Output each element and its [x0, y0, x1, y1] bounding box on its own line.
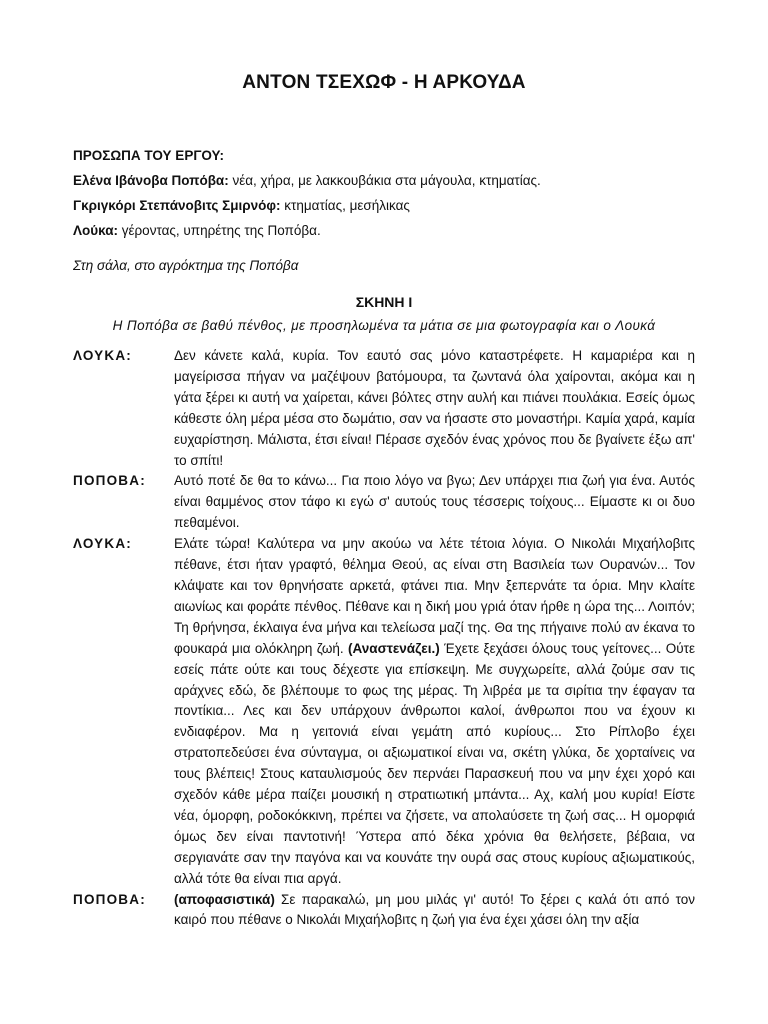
speech-text — [174, 471, 695, 534]
dialogue-line — [73, 346, 695, 471]
cast-member-description: κτηματίας, μεσήλικας — [280, 198, 410, 213]
speech-part: Έχετε ξεχάσει όλους τους γείτονες... Ούτε εσείς πάτε ούτε και τους δέχεστε για επίσκεψη. Με συγχωρείτε, αλλά ζούμε σαν τις αράχνες εδώ, δε βλέπουμε το φως της μέρας. Τη λιβρέα με τα σιρίτια την έφαγαν τα ποντίκια... Λες και δεν υπάρχουν άνθρωποι καλοί, άνθρωποι που να έχουν κι ενδιαφέρον. Μα η γειτονιά είναι γεμάτη από κυρίους... Στο Ρίπλοβο έχει στρατοπεδεύσει ένα σύνταγμα, οι αξιωματικοί είναι να, σκέτη γλύκα, δε χορταίνεις να τους βλέπεις! Στους καταυλισμούς δεν περνάει Παρασκευή που να μην έχει χορό και σχεδόν κάθε μέρα παίζει μουσική η στρατιωτική μπάντα... Αχ, καλή μου κυρία! Είστε νέα, όμορφη, ροδοκόκκινη, πρέπει να ζήσετε, να απολαύσετε τη ζωή σας... Η ομορφιά όμως δεν είναι παντοτινή! Ύστερα από δέκα χρόνια θα θελήσετε, βέβαια, να σεργιανάτε σαν την παγόνα και να κουνάτε την ουρά σας στους κυρίους αξιωματικούς, αλλά τότε θα είναι πια αργά. — [174, 640, 695, 886]
dialogue-line — [73, 534, 695, 889]
speech-part: Αυτό ποτέ δε θα το κάνω... Για ποιο λόγο να βγω; Δεν υπάρχει πια ζωή για ένα. Αυτός είναι θαμμένος στον τάφο κι εγώ σ' αυτούς τους τέσσερις τοίχους... Είμαστε κι οι δυο πεθαμένοι. — [174, 473, 695, 531]
speech-part: Δεν κάνετε καλά, κυρία. Τον εαυτό σας μόνο καταστρέφετε. Η καμαριέρα και η μαγείρισσα πήγαν να μαζέψουν βατόμουρα, τα ζωντανά όλα χαίρονται, ακόμα και η γάτα ξέρει κι αυτή να χαίρεται, κάνει βόλτες στην αυλή και πιάνει πουλάκια. Εσείς όμως κάθεστε όλη μέρα μέσα στο δωμάτιο, σαν να ήσαστε στο μοναστήρι. Καμία χαρά, καμία ευχαρίστηση. Μάλιστα, έτσι είναι! Πέρασε σχεδόν ένας χρόνος που δε βγαίνετε έξω απ' το σπίτι! — [174, 348, 695, 468]
speech-text — [174, 534, 695, 889]
speaker-name: ΛΟΥΚΑ: — [73, 536, 132, 552]
cast-member-name: Ελένα Ιβάνοβα Ποπόβα: — [73, 173, 229, 188]
cast-member — [73, 173, 713, 198]
dialogue-line — [73, 890, 695, 932]
cast-member-description: νέα, χήρα, με λακκουβάκια στα μάγουλα, κτηματίας. — [228, 173, 541, 188]
speaker-name: ΠΟΠΟΒΑ: — [73, 473, 146, 489]
speech-part: Σε παρακαλώ, μη μου μιλάς γι' αυτό! Το ξέρει ς καλά ότι από τον καιρό που πέθανε ο Νικολάι Μιχαήλοβιτς η ζωή για ένα έχει χάσει όλη την αξία — [174, 891, 695, 928]
speech-text — [174, 890, 695, 932]
scene-direction: Η Ποπόβα σε βαθύ πένθος, με προσηλωμένα τα μάτια σε μια φωτογραφία και ο Λουκά — [112, 318, 656, 333]
cast-member-name: Λούκα: — [73, 223, 118, 238]
cast-member-description: γέροντας, υπηρέτης της Ποπόβα. — [117, 223, 321, 238]
cast-list — [73, 148, 713, 248]
speaker-name: ΛΟΥΚΑ: — [73, 348, 132, 363]
cast-member — [73, 223, 713, 248]
dialogue — [73, 346, 695, 931]
speech-text — [174, 346, 695, 471]
document-title: ΑΝΤΟΝ ΤΣΕΧΩΦ - Η ΑΡΚΟΥΔΑ — [242, 72, 526, 93]
speaker-name: ΠΟΠΟΒΑ: — [73, 891, 146, 907]
setting-note: Στη σάλα, στο αγρόκτημα της Ποπόβα — [73, 258, 299, 273]
stage-direction: (αποφασιστικά) — [174, 891, 275, 907]
stage-direction: (Αναστενάζει.) — [348, 640, 440, 656]
cast-heading: ΠΡΟΣΩΠΑ ΤΟΥ ΕΡΓΟΥ: — [73, 148, 225, 163]
speech-part: Ελάτε τώρα! Καλύτερα να μην ακούω να λέτε τέτοια λόγια. Ο Νικολάι Μιχαήλοβιτς πέθανε, έτσι ήταν γραφτό, θέλημα Θεού, ας είναι στη Βασιλεία των Ουρανών... Τον κλάψατε και τον θρηνήσατε αρκετά, φτάνει πια. Μην ξεπερνάτε τα όρια. Μην κλαίτε αιωνίως και φοράτε πένθος. Πέθανε και η δική μου γριά όταν ήρθε η ώρα της... Λοιπόν; Τη θρήνησα, έκλαιγα ένα μήνα και τελείωσα μαζί της. Θα της πήγαινε πολύ αν έκανα το φουκαρά μια ολόκληρη ζωή. — [174, 536, 695, 656]
scene-title: ΣΚΗΝΗ Ι — [355, 294, 413, 310]
dialogue-line — [73, 471, 695, 534]
cast-member — [73, 198, 713, 223]
cast-member-name: Γκριγκόρι Στεπάνοβιτς Σμιρνόφ: — [73, 198, 281, 213]
